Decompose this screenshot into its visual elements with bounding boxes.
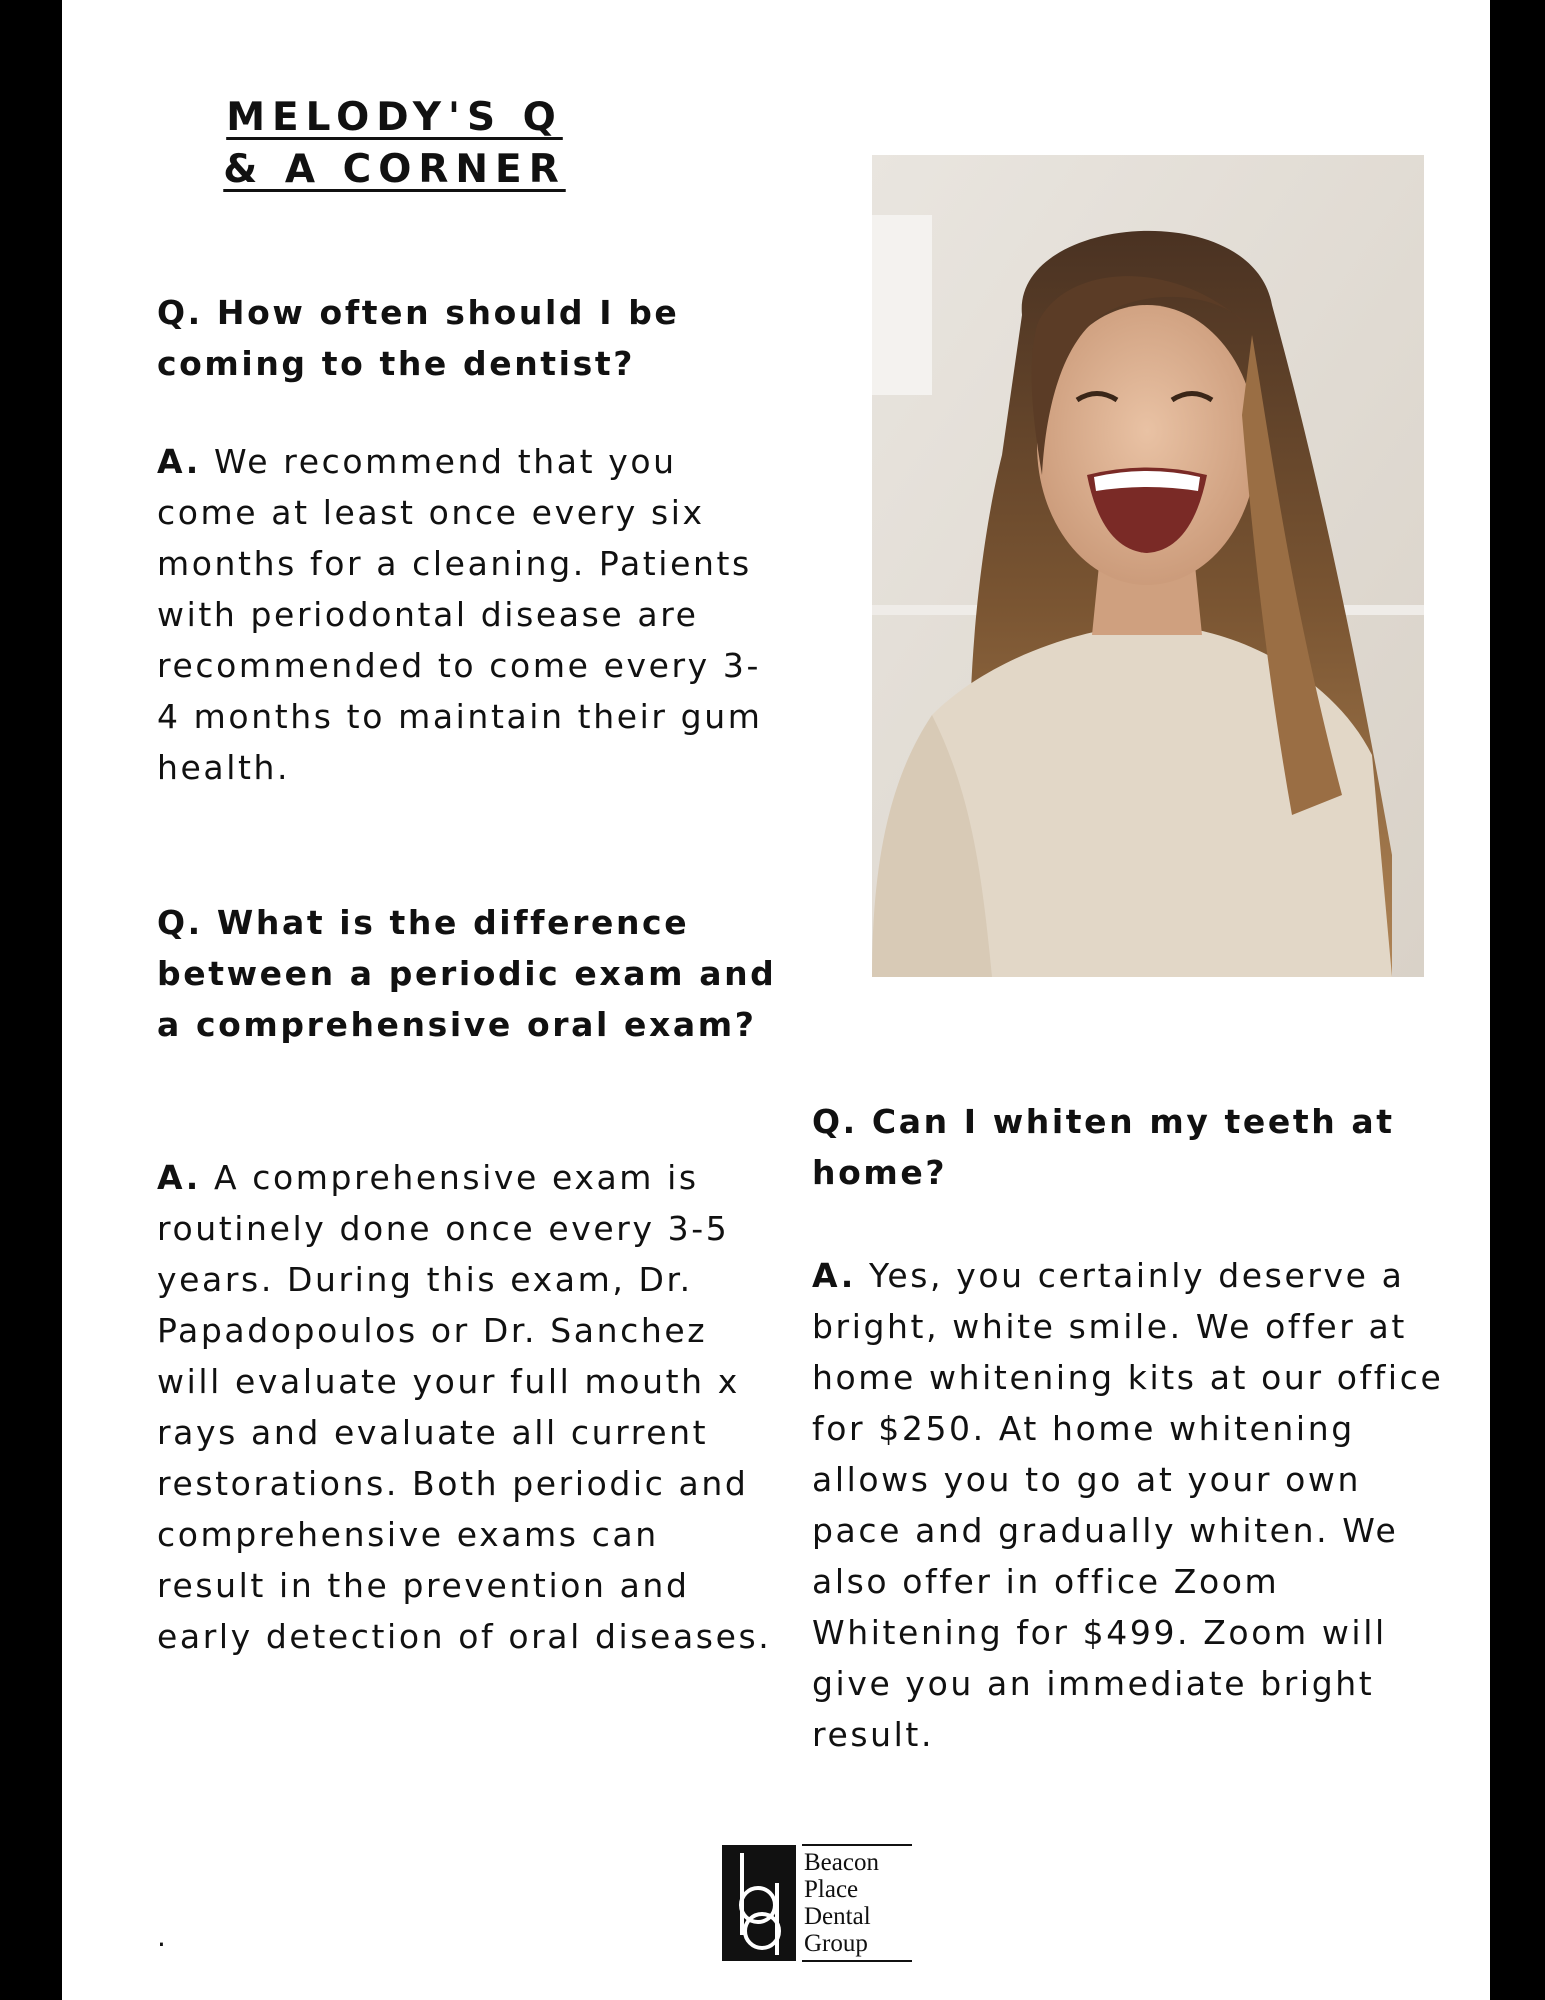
- logo-line-2: Place: [804, 1876, 859, 1903]
- answer-2-text: A comprehensive exam is routinely done once every 3-5 years. During this exam, Dr. Papadopoulos or Dr. Sanchez will evaluate your full mouth x rays and evaluate all current restorations. Both periodic and comprehensive exams can result in the prevention and early detection of oral diseases.: [157, 1158, 772, 1656]
- smiling-woman-photo: [872, 155, 1424, 977]
- logo-line-3: Dental: [804, 1903, 871, 1930]
- question-3: Q. Can I whiten my teeth at home?: [812, 1102, 1395, 1192]
- answer-1-prefix: A.: [157, 442, 201, 481]
- answer-2-prefix: A.: [157, 1158, 201, 1197]
- answer-3-text: Yes, you certainly deserve a bright, white smile. We offer at home whitening kits at our office for $250. At home whitening allows you to go at your own pace and gradually whiten. We also offer in office Zoom Whitening for $499. Zoom will give you an immediate bright result.: [812, 1256, 1444, 1754]
- answer-3: [812, 1250, 1462, 1760]
- page-title: MELODY'S Q & A CORNER: [223, 95, 566, 192]
- beacon-place-dental-logo: [722, 1843, 922, 1963]
- question-2: Q. What is the difference between a periodic exam and a comprehensive oral exam?: [157, 903, 777, 1044]
- newsletter-page: [62, 0, 1490, 2000]
- question-1: Q. How often should I be coming to the dentist?: [157, 293, 680, 383]
- footer-mark: .: [157, 1920, 166, 1953]
- logo-line-1: Beacon: [804, 1849, 879, 1876]
- answer-2: [157, 1152, 777, 1662]
- answer-1-text: We recommend that you come at least once every six months for a cleaning. Patients with periodontal disease are recommended to come every 3-4 months to maintain their gum health.: [157, 442, 763, 787]
- answer-3-prefix: A.: [812, 1256, 856, 1295]
- logo-line-4: Group: [804, 1930, 868, 1957]
- answer-1: [157, 436, 777, 793]
